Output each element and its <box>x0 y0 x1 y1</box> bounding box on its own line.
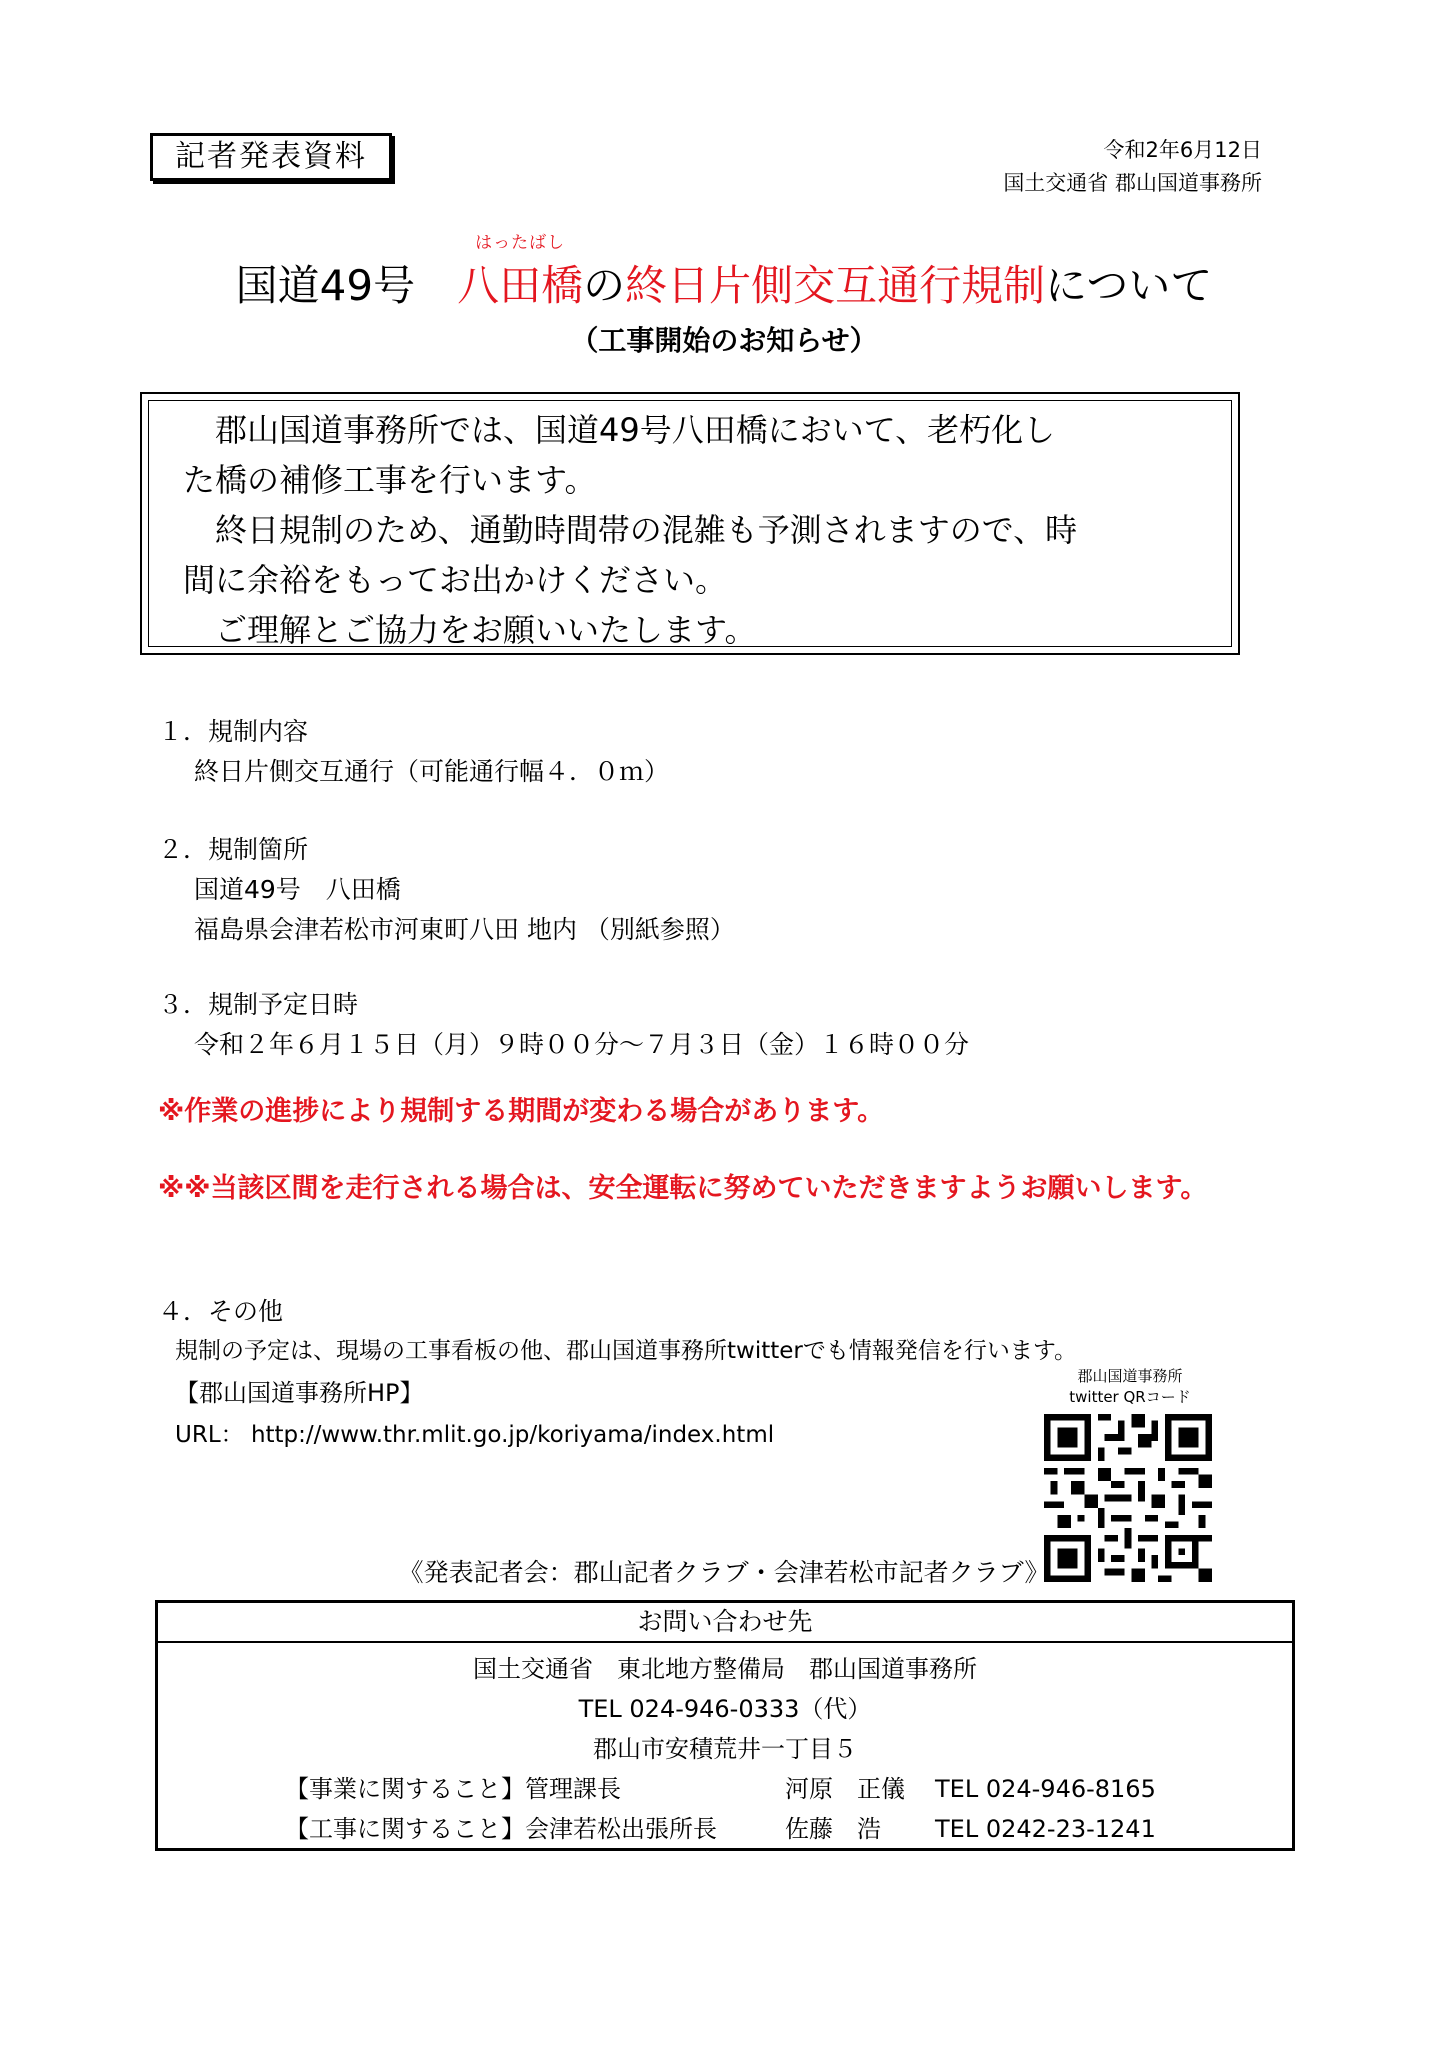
contact-box <box>155 1600 1295 1851</box>
section-other-heading <box>158 1292 283 1332</box>
contact-main-tel: TEL 024-946-0333（代） <box>578 1695 872 1723</box>
hp-label: 【郡山国道事務所HP】 <box>175 1379 424 1407</box>
title-suffix: について <box>1045 261 1213 310</box>
notice-line: 間に余裕をもってお出かけください。 <box>183 561 728 599</box>
contact-person: 河原 正儀 <box>785 1775 905 1803</box>
qr-caption-line: twitter QRコード <box>1069 1388 1191 1406</box>
section-regulation-content <box>158 712 669 792</box>
section-heading: １．規制内容 <box>158 717 309 746</box>
contact-row-business <box>158 1769 1292 1809</box>
section-heading: ２．規制箇所 <box>158 835 309 864</box>
hp-url[interactable]: URL： http://www.thr.mlit.go.jp/koriyama/index.html <box>175 1422 775 1448</box>
notice-line: ご理解とご協力をお願いいたします。 <box>215 611 757 649</box>
notice-box <box>140 392 1240 655</box>
contact-tel: TEL 0242-23-1241 <box>935 1815 1156 1843</box>
press-release-label: 記者発表資料 <box>150 133 392 181</box>
bridge-name-text: 八田橋 <box>457 261 584 310</box>
contact-heading: お問い合わせ先 <box>158 1603 1292 1643</box>
date-issuer-block <box>1003 134 1262 200</box>
qr-caption <box>1040 1366 1220 1408</box>
title-prefix: 国道49号 <box>235 261 458 310</box>
qr-caption-line: 郡山国道事務所 <box>1077 1367 1183 1385</box>
bridge-name-ruby: はったばし <box>475 233 566 253</box>
page-subtitle: （工事開始のお知らせ） <box>570 324 878 357</box>
section-body: 終日片側交互通行（可能通行幅４．０ｍ） <box>194 757 670 786</box>
notice-line: た橋の補修工事を行います。 <box>183 461 597 499</box>
section-other-body <box>175 1330 1077 1456</box>
contact-person: 佐藤 浩 <box>785 1815 881 1843</box>
section-body: 令和２年６月１５日（月）９時００分～７月３日（金）１６時００分 <box>194 1030 970 1059</box>
notice-line: 終日規制のため、通勤時間帯の混雑も予測されますので、時 <box>215 511 1078 549</box>
press-club-note: 《発表記者会：郡山記者クラブ・会津若松市記者クラブ》 <box>398 1558 1050 1587</box>
contact-tel: TEL 024-946-8165 <box>935 1775 1156 1803</box>
contact-role: 【事業に関すること】管理課長 <box>285 1775 621 1803</box>
page-title <box>0 233 1448 314</box>
section-regulation-location <box>158 830 735 950</box>
release-date: 令和2年6月12日 <box>1103 138 1262 162</box>
issuer: 国土交通省 郡山国道事務所 <box>1003 171 1262 195</box>
title-particle: の <box>583 261 626 310</box>
contact-row-construction <box>158 1809 1292 1849</box>
section-regulation-schedule <box>158 985 969 1065</box>
contact-org: 国土交通省 東北地方整備局 郡山国道事務所 <box>473 1655 977 1683</box>
notice-line: 郡山国道事務所では、国道49号八田橋において、老朽化し <box>215 411 1056 449</box>
warning-period-change: ※作業の進捗により規制する期間が変わる場合があります。 <box>158 1096 885 1127</box>
section-heading: ３．規制予定日時 <box>158 990 359 1019</box>
section-body: 福島県会津若松市河東町八田 地内 （別紙参照） <box>194 915 735 944</box>
bridge-name <box>457 233 584 314</box>
contact-details <box>158 1643 1292 1849</box>
contact-address: 郡山市安積荒井一丁目５ <box>593 1735 857 1763</box>
other-line: 規制の予定は、現場の工事看板の他、郡山国道事務所twitterでも情報発信を行います。 <box>175 1338 1078 1364</box>
notice-text <box>148 400 1232 647</box>
section-body: 国道49号 八田橋 <box>194 875 401 904</box>
warning-safe-driving: ※※当該区間を走行される場合は、安全運転に努めていただきますようお願いします。 <box>158 1173 1208 1204</box>
contact-role: 【工事に関すること】会津若松出張所長 <box>285 1815 717 1843</box>
title-regulation: 終日片側交互通行規制 <box>625 261 1046 310</box>
section-heading: ４．その他 <box>158 1297 284 1326</box>
